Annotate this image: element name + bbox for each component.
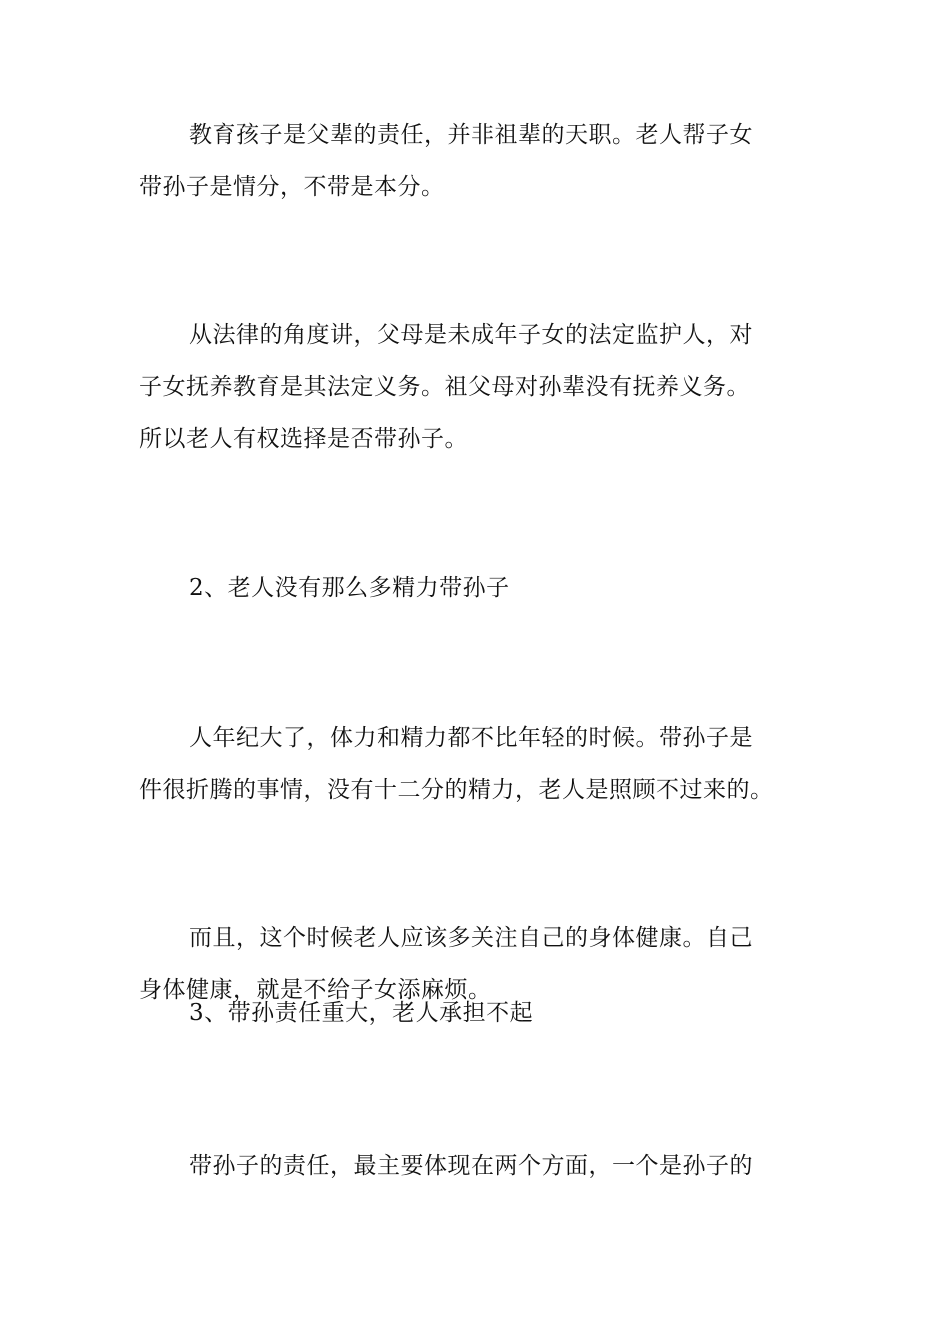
paragraph-line: 教育孩子是父辈的责任，并非祖辈的天职。老人帮子女 bbox=[189, 122, 753, 148]
paragraph-line: 子女抚养教育是其法定义务。祖父母对孙辈没有抚养义务。 bbox=[139, 374, 750, 400]
paragraph-line: 带孙子的责任，最主要体现在两个方面，一个是孙子的 bbox=[189, 1153, 753, 1179]
paragraph-line: 所以老人有权选择是否带孙子。 bbox=[139, 426, 468, 452]
paragraph-5 bbox=[139, 1140, 819, 1192]
paragraph-line: 带孙子是情分，不带是本分。 bbox=[139, 174, 445, 200]
paragraph-1 bbox=[139, 109, 819, 213]
section-heading-3: 3、带孙责任重大，老人承担不起 bbox=[189, 1000, 534, 1026]
paragraph-line: 从法律的角度讲，父母是未成年子女的法定监护人，对 bbox=[189, 322, 753, 348]
paragraph-line: 件很折腾的事情，没有十二分的精力，老人是照顾不过来的。 bbox=[139, 777, 774, 803]
section-heading-2: 2、老人没有那么多精力带孙子 bbox=[189, 575, 510, 601]
paragraph-line: 人年纪大了，体力和精力都不比年轻的时候。带孙子是 bbox=[189, 725, 753, 751]
paragraph-2 bbox=[139, 309, 819, 465]
paragraph-line: 身体健康，就是不给子女添麻烦。 bbox=[139, 977, 492, 1003]
paragraph-3 bbox=[139, 712, 819, 816]
paragraph-line: 而且，这个时候老人应该多关注自己的身体健康。自己 bbox=[189, 925, 753, 951]
